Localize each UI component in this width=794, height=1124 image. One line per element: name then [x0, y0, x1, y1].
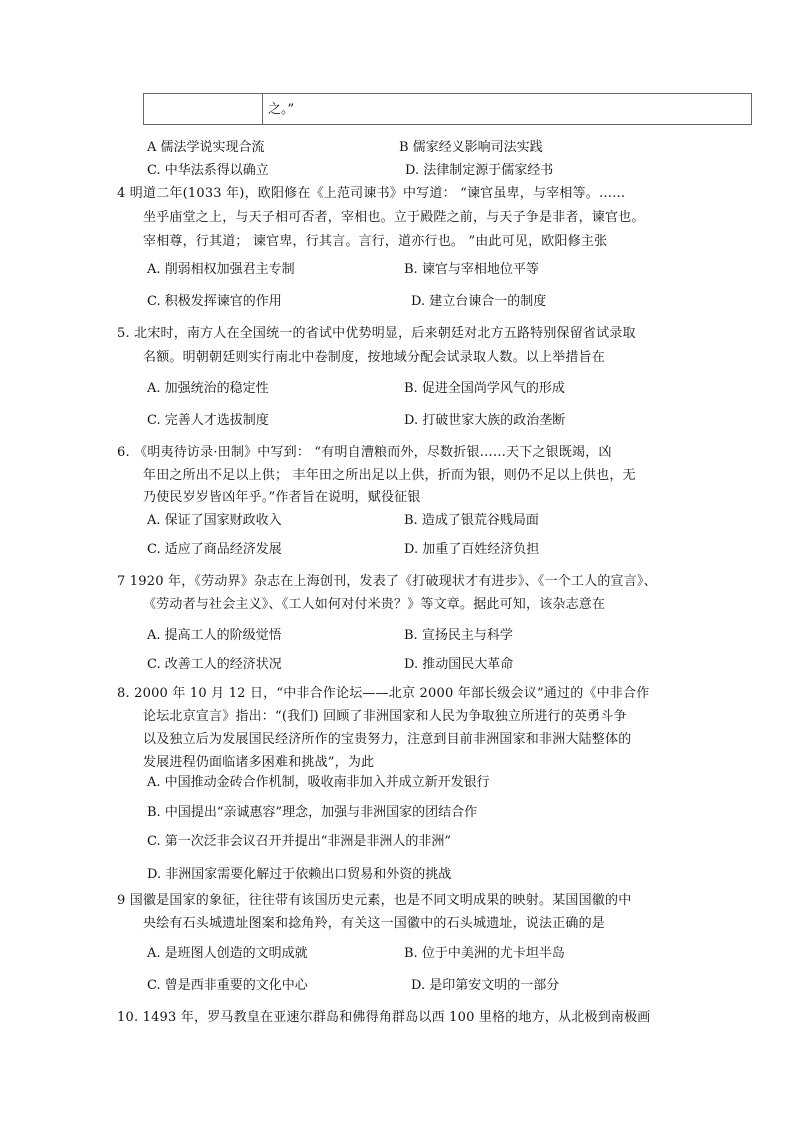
q3-option-b[interactable]: B 儒家经义影响司法实践 [399, 140, 543, 155]
q7-option-b[interactable]: B. 宣扬民主与科学 [404, 628, 513, 643]
q8-stem-line-2: 论坛北京宣言》指出：“(我们) 回顾了非洲国家和人民为争取独立所进行的英勇斗争 [143, 709, 627, 724]
q4-option-d[interactable]: D. 建立台谏合一的制度 [411, 294, 547, 309]
q8-stem-line-1: 8. 2000 年 10 月 12 日，“中非合作论坛——北京 2000 年部长级会议”通过的《中非合作 [117, 686, 650, 701]
q4-option-a[interactable]: A. 削弱相权加强君主专制 [147, 262, 295, 277]
q9-stem-line-2: 央绘有石头城遗址图案和捻角羚，有关这一国徽中的石头城遗址，说法正确的是 [143, 916, 606, 931]
q5-stem-line-2: 名额。明朝朝廷则实行南北中卷制度，按地域分配会试录取人数。以上举措旨在 [143, 350, 606, 365]
q6-option-a[interactable]: A. 保证了国家财政收入 [147, 513, 282, 528]
q4-option-b[interactable]: B. 谏官与宰相地位平等 [404, 262, 539, 277]
q8-option-d[interactable]: D. 非洲国家需要化解过于依赖出口贸易和外资的挑战 [147, 867, 452, 882]
q9-option-a[interactable]: A. 是班图人创造的文明成就 [147, 946, 308, 961]
q6-option-d[interactable]: D. 加重了百姓经济负担 [404, 542, 540, 557]
q6-stem-line-2: 年田之所出不足以上供； 丰年田之所出足以上供，折而为银，则仍不足以上供也，无 [143, 468, 636, 483]
q4-stem-line-1: 4 明道二年(1033 年)，欧阳修在《上范司谏书》中写道： “谏官虽卑，与宰相等。…… [117, 186, 626, 201]
q6-stem-line-3: 乃使民岁岁皆凶年乎。”作者旨在说明，赋役征银 [143, 490, 421, 505]
q5-stem-line-1: 5. 北宋时，南方人在全国统一的省试中优势明显，后来朝廷对北方五路特别保留省试录取 [117, 326, 636, 341]
table-fragment [143, 93, 752, 125]
q5-option-b[interactable]: B. 促进全国尚学风气的形成 [404, 381, 565, 396]
q7-stem-line-1: 7 1920 年，《劳动界》杂志在上海创刊，发表了《打破现状才有进步》、《一个工人的宣言》、 [117, 574, 657, 589]
q5-option-a[interactable]: A. 加强统治的稳定性 [147, 381, 269, 396]
q9-option-b[interactable]: B. 位于中美洲的尤卡坦半岛 [404, 946, 565, 961]
q4-stem-line-2: 坐乎庙堂之上，与天子相可否者，宰相也。立于殿陛之前，与天子争是非者，谏官也。 [143, 210, 645, 225]
q5-option-d[interactable]: D. 打破世家大族的政治垄断 [404, 413, 566, 428]
q8-option-a[interactable]: A. 中国推动金砖合作机制，吸收南非加入并成立新开发银行 [147, 775, 490, 790]
q8-stem-line-4: 发展进程仍面临诸多困难和挑战”，为此 [143, 755, 375, 770]
q6-stem-line-1: 6. 《明夷待访录·田制》中写到： “有明自漕粮而外，尽数折银……天下之银既竭，凶 [117, 445, 612, 460]
q8-stem-line-3: 以及独立后为发展国民经济所作的宝贵努力，注意到目前非洲国家和非洲大陆整体的 [143, 732, 632, 747]
q8-option-b[interactable]: B. 中国提出“亲诚惠容”理念，加强与非洲国家的团结合作 [147, 805, 478, 820]
q6-option-c[interactable]: C. 适应了商品经济发展 [147, 542, 282, 557]
q10-stem-line-1: 10. 1493 年，罗马教皇在亚速尔群岛和佛得角群岛以西 100 里格的地方，从北极到南极画 [117, 1010, 651, 1025]
q7-option-d[interactable]: D. 推动国民大革命 [404, 657, 514, 672]
q3-option-a[interactable]: A 儒法学说实现合流 [147, 140, 265, 155]
q9-option-c[interactable]: C. 曾是西非重要的文化中心 [147, 978, 308, 993]
q7-option-c[interactable]: C. 改善工人的经济状况 [147, 657, 282, 672]
q4-stem-line-3: 宰相尊，行其道； 谏官卑，行其言。言行，道亦行也。 ”由此可见，欧阳修主张 [143, 234, 608, 249]
table-cell-text: 之。” [268, 102, 295, 117]
table-cell-empty [144, 94, 263, 124]
q6-option-b[interactable]: B. 造成了银荒谷贱局面 [404, 513, 539, 528]
q3-option-d[interactable]: D. 法律制定源于儒家经书 [405, 163, 554, 178]
q7-option-a[interactable]: A. 提高工人的阶级觉悟 [147, 628, 282, 643]
q8-option-c[interactable]: C. 第一次泛非会议召开并提出“非洲是非洲人的非洲” [147, 834, 452, 849]
q5-option-c[interactable]: C. 完善人才选拔制度 [147, 413, 269, 428]
q9-option-d[interactable]: D. 是印第安文明的一部分 [411, 978, 560, 993]
q7-stem-line-2: 《劳动者与社会主义》、《工人如何对付米贵？》等文章。据此可知，该杂志意在 [143, 597, 606, 612]
q3-option-c[interactable]: C. 中华法系得以确立 [147, 163, 269, 178]
q4-option-c[interactable]: C. 积极发挥谏官的作用 [147, 294, 282, 309]
q9-stem-line-1: 9 国徽是国家的象征，往往带有该国历史元素，也是不同文明成果的映射。某国国徽的中 [117, 893, 632, 908]
